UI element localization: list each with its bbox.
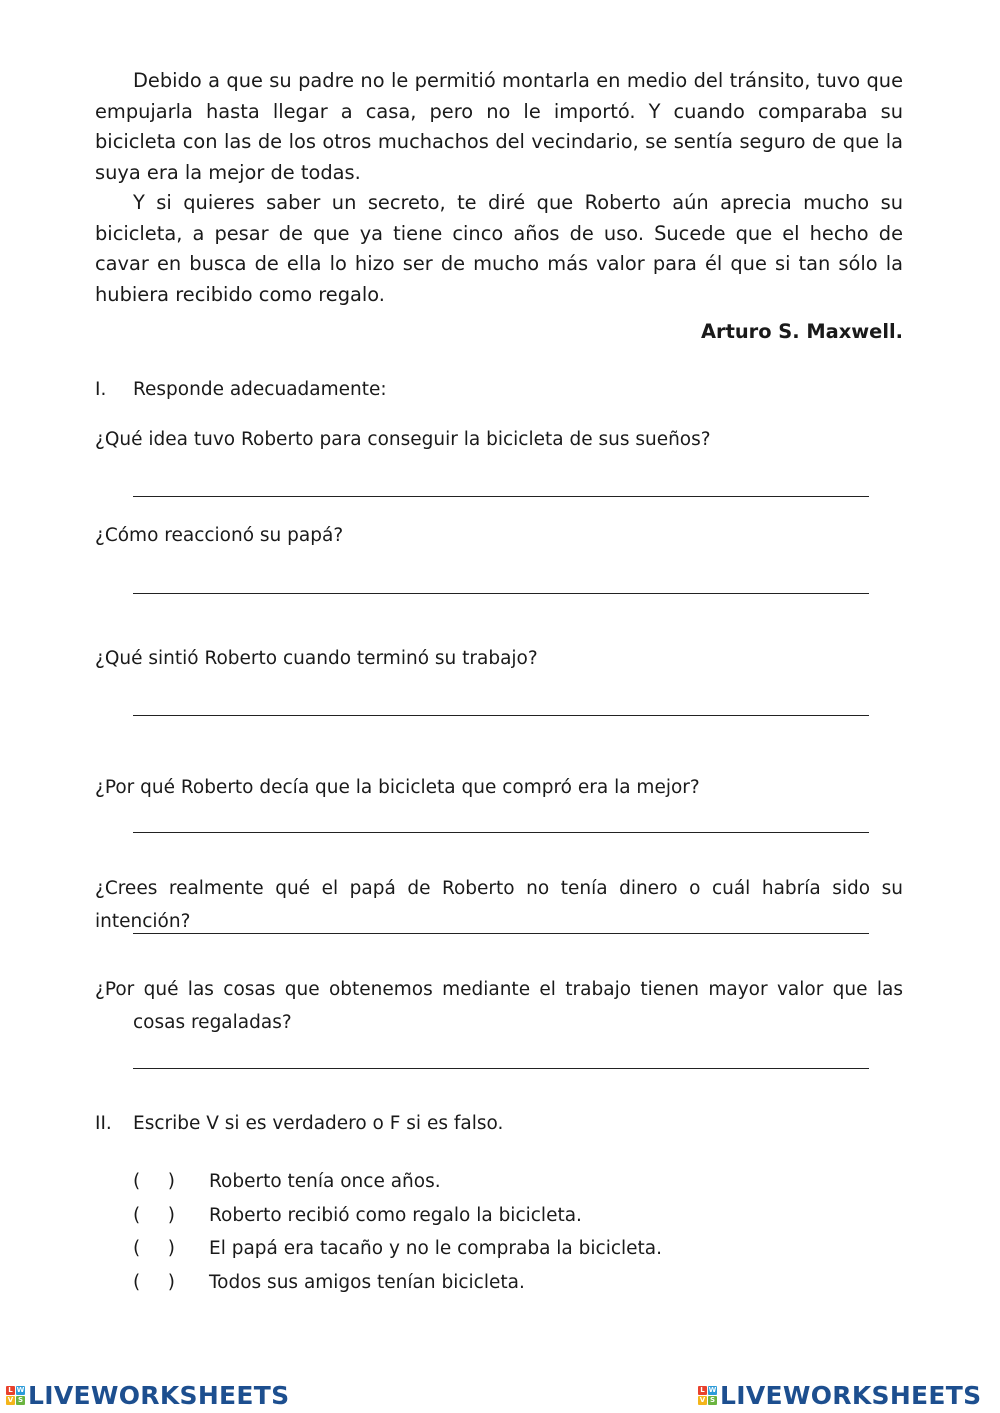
section-2-title: Escribe V si es verdadero o F si es falso. — [133, 1113, 504, 1134]
reading-paragraph-1: Debido a que su padre no le permitió montarla en medio del tránsito, tuvo que empujarla hasta llegar a casa, pero no le importó. Y cuando comparaba su bicicleta con las de los otros muchachos del vecindario, se sentía seguro de que la suya era la mejor de todas. — [95, 69, 903, 184]
liveworksheets-logo-left — [6, 1380, 289, 1410]
section-2-heading — [95, 1111, 503, 1137]
close-paren: ) — [167, 1204, 175, 1226]
section-1-number: I. — [95, 379, 107, 400]
section-2-number: II. — [95, 1113, 112, 1134]
answer-line-6[interactable] — [133, 1068, 869, 1069]
section-1-heading — [95, 377, 387, 403]
reading-passage — [95, 66, 903, 310]
true-false-item — [133, 1269, 662, 1303]
question-5: ¿Crees realmente qué el papá de Roberto no tenía dinero o cuál habría sido su intención? — [95, 878, 903, 932]
question-6: ¿Por qué las cosas que obtenemos mediante el trabajo tienen mayor valor que las cosas regaladas? — [95, 979, 903, 1033]
liveworksheets-mark-icon — [6, 1386, 25, 1405]
true-false-list — [133, 1168, 662, 1302]
statement-4: Todos sus amigos tenían bicicleta. — [209, 1271, 525, 1293]
question-4: ¿Por qué Roberto decía que la bicicleta que compró era la mejor? — [95, 777, 700, 798]
answer-line-1[interactable] — [133, 496, 869, 497]
open-paren: ( — [133, 1238, 141, 1259]
answer-box-4[interactable] — [133, 1269, 175, 1297]
question-1: ¿Qué idea tuvo Roberto para conseguir la bicicleta de sus sueños? — [95, 429, 711, 450]
statement-3: El papá era tacaño y no le compraba la bicicleta. — [209, 1238, 663, 1259]
liveworksheets-mark-icon — [698, 1386, 717, 1405]
mark-tile: W — [708, 1385, 717, 1394]
mark-tile: V — [7, 1395, 14, 1404]
close-paren: ) — [167, 1238, 175, 1259]
open-paren: ( — [133, 1271, 141, 1293]
true-false-item — [133, 1202, 662, 1236]
liveworksheets-wordmark: LIVEWORKSHEETS — [720, 1380, 982, 1410]
reading-paragraph-2: Y si quieres saber un secreto, te diré que Roberto aún aprecia mucho su bicicleta, a pesar de que ya tiene cinco años de uso. Sucede que el hecho de cavar en busca de ella lo hizo ser de mucho más valor para él que si tan sólo la hubiera recibido como regalo. — [95, 191, 903, 306]
liveworksheets-wordmark: LIVEWORKSHEETS — [28, 1380, 290, 1410]
mark-tile: L — [698, 1386, 707, 1395]
answer-line-2[interactable] — [133, 593, 869, 594]
statement-1: Roberto tenía once años. — [209, 1171, 441, 1192]
open-paren: ( — [133, 1204, 141, 1226]
answer-box-2[interactable] — [133, 1202, 175, 1230]
close-paren: ) — [167, 1171, 175, 1192]
mark-tile: S — [709, 1395, 716, 1404]
true-false-item — [133, 1235, 662, 1269]
question-3: ¿Qué sintió Roberto cuando terminó su trabajo? — [95, 648, 538, 669]
mark-tile: V — [699, 1395, 706, 1404]
section-1-title: Responde adecuadamente: — [133, 379, 387, 400]
mark-tile: W — [16, 1385, 25, 1394]
answer-box-3[interactable] — [133, 1235, 175, 1263]
liveworksheets-logo-right — [698, 1380, 981, 1410]
author-signature: Arturo S. Maxwell. — [701, 320, 903, 343]
answer-line-3[interactable] — [133, 715, 869, 716]
answer-box-1[interactable] — [133, 1168, 175, 1196]
mark-tile: L — [6, 1386, 15, 1395]
open-paren: ( — [133, 1171, 141, 1192]
mark-tile: S — [17, 1395, 24, 1404]
answer-line-5[interactable] — [133, 933, 869, 934]
close-paren: ) — [167, 1271, 175, 1293]
statement-2: Roberto recibió como regalo la bicicleta. — [209, 1204, 582, 1226]
true-false-item — [133, 1168, 662, 1202]
question-2: ¿Cómo reaccionó su papá? — [95, 525, 344, 546]
answer-line-4[interactable] — [133, 832, 869, 833]
